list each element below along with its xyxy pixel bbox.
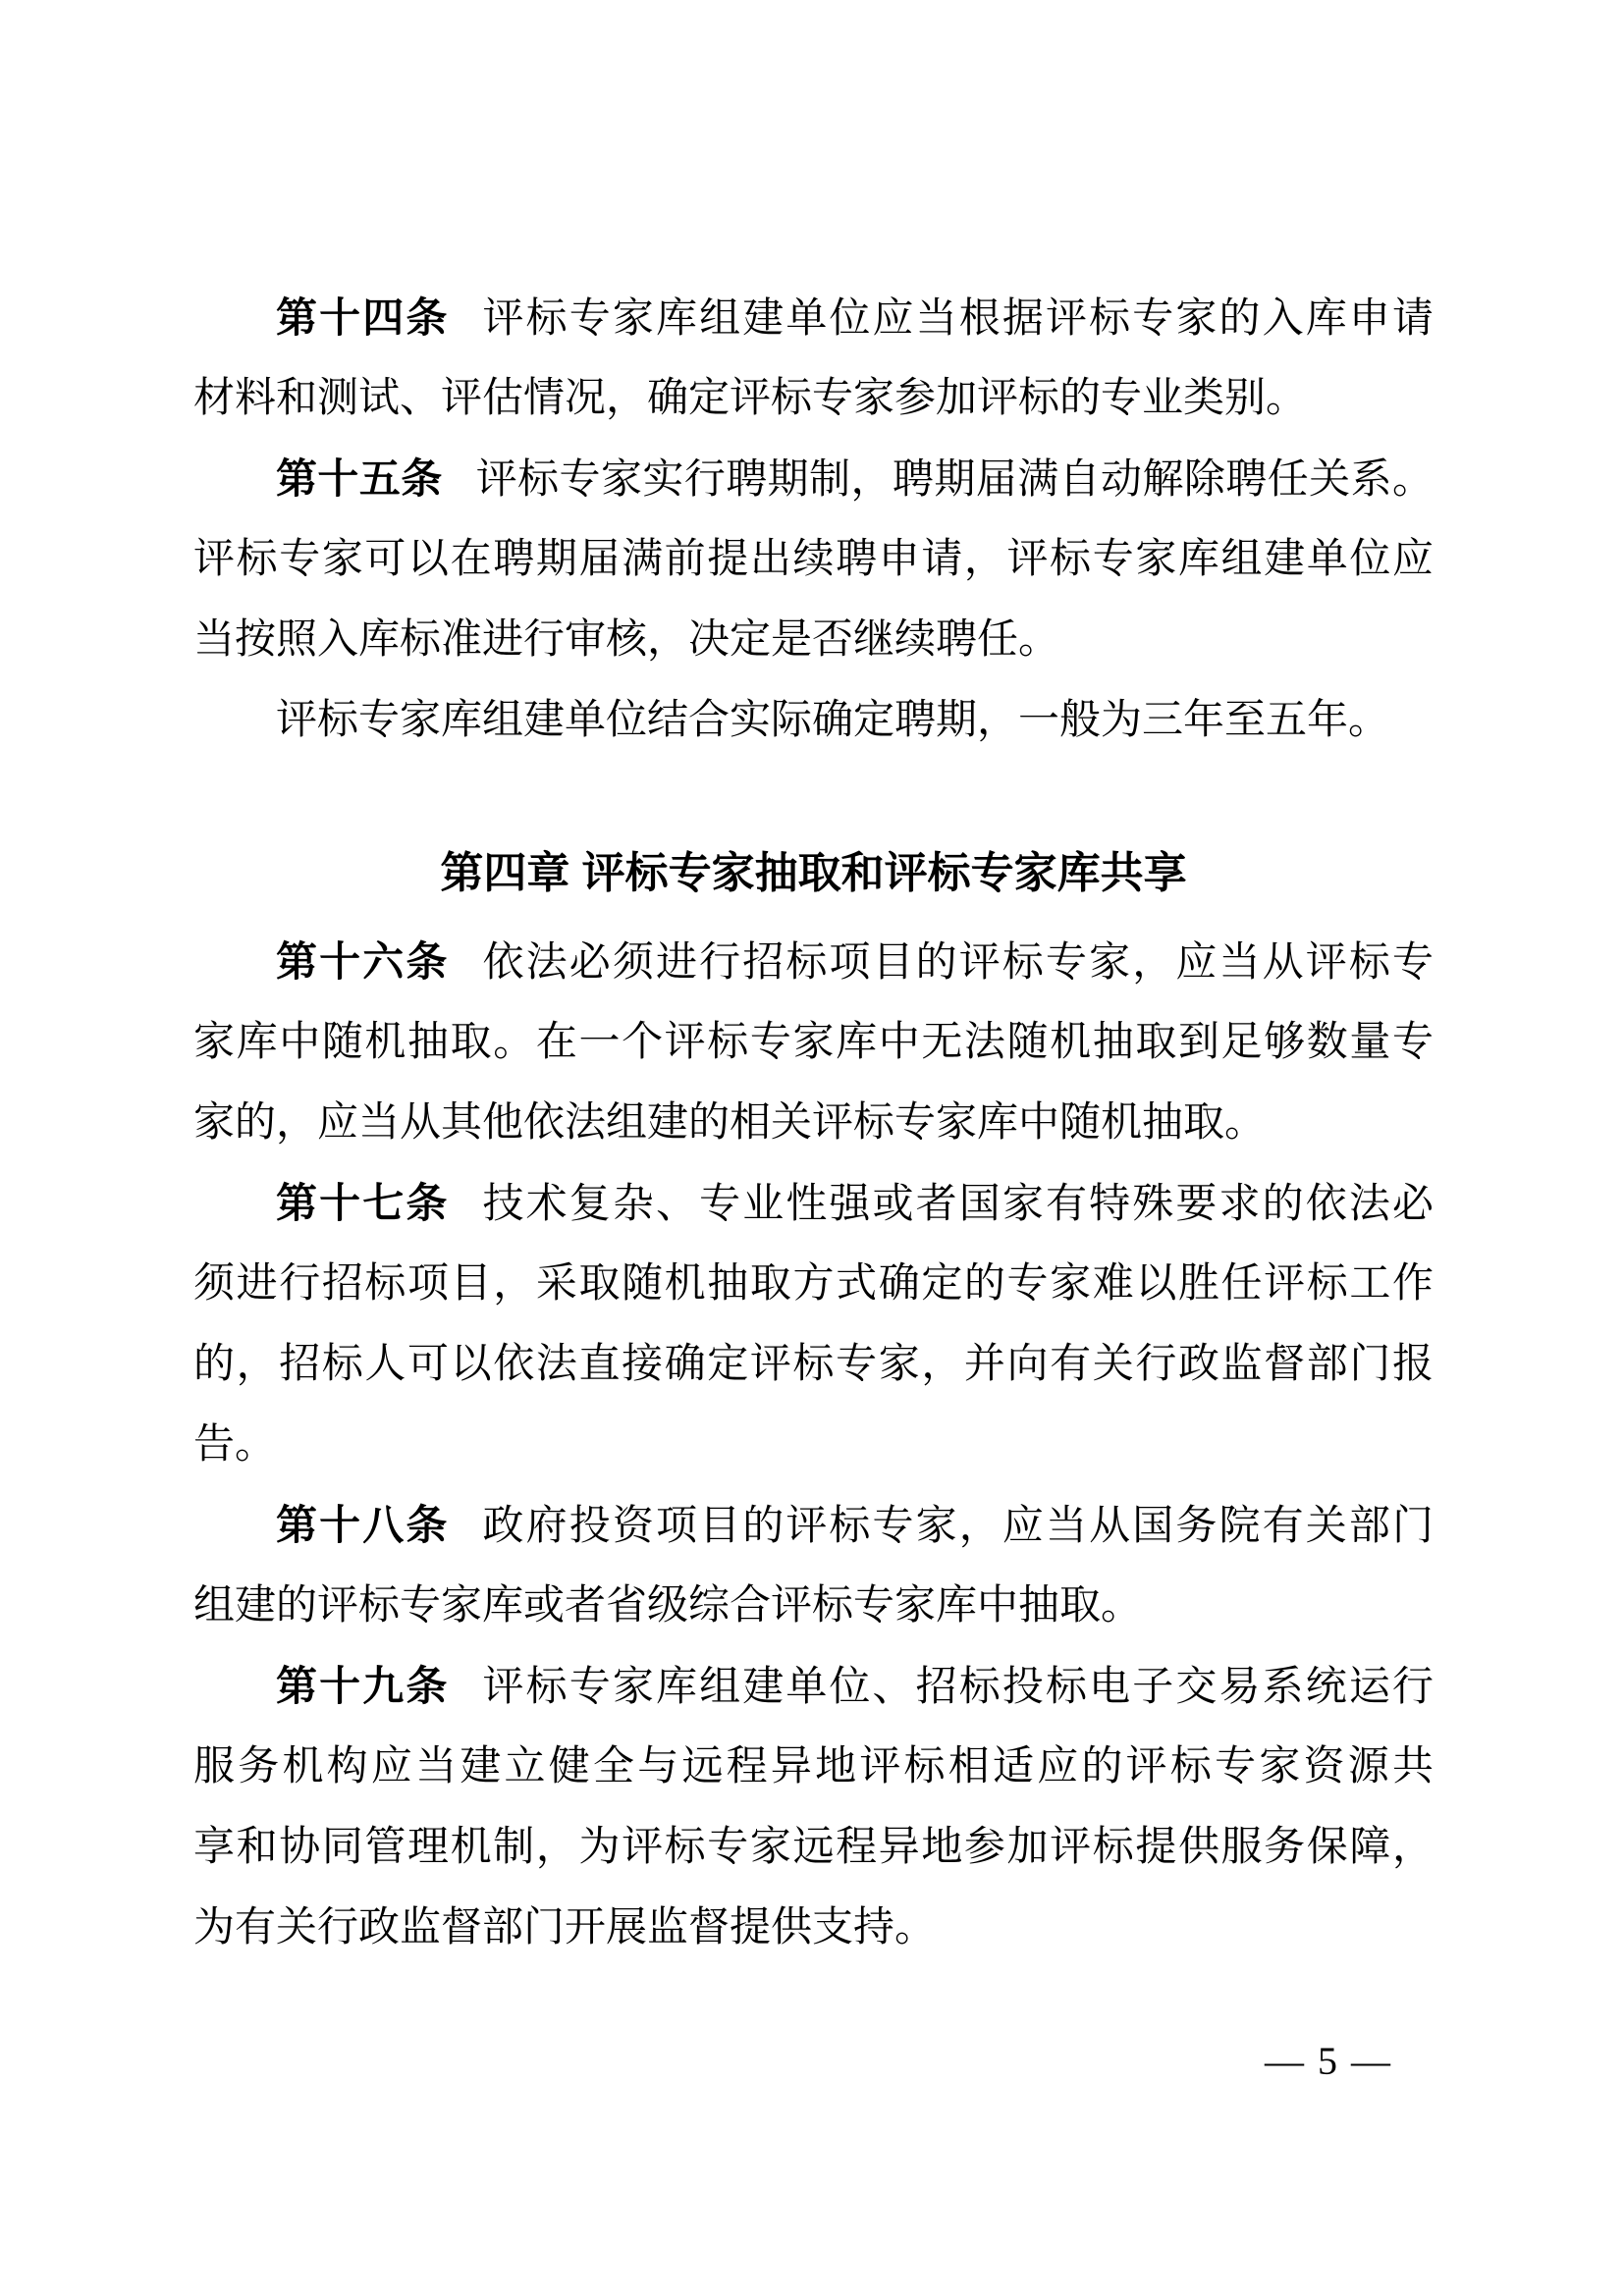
- text-line: [193, 1727, 1434, 1807]
- text-line: [193, 600, 1434, 680]
- line-text: 评标专家库组建单位、招标投标电子交易系统运行: [482, 1665, 1434, 1710]
- line-text: 评标专家可以在聘期届满前提出续聘申请，评标专家库组建单位应: [193, 537, 1434, 582]
- article-number-label: 第十四条: [276, 294, 450, 341]
- line-text: 服务机构应当建立健全与远程异地评标相适应的评标专家资源共: [193, 1744, 1434, 1789]
- line-text: 依法必须进行招标项目的评标专家，应当从评标专: [482, 940, 1434, 986]
- article-paragraph: [193, 1163, 1434, 1485]
- text-line: [193, 1002, 1434, 1083]
- page-number: — 5 —: [1265, 2039, 1392, 2083]
- line-text: 政府投资项目的评标专家，应当从国务院有关部门: [482, 1504, 1434, 1549]
- line-text: 评标专家实行聘期制，聘期届满自动解除聘任关系。: [475, 457, 1434, 503]
- text-line: [193, 1888, 1434, 1968]
- line-text: 家库中随机抽取。在一个评标专家库中无法随机抽取到足够数量专: [193, 1020, 1434, 1065]
- article-paragraph: [193, 1485, 1434, 1646]
- article-paragraph: [193, 1646, 1434, 1968]
- line-text: 评标专家库组建单位结合实际确定聘期，一般为三年至五年。: [276, 698, 1390, 743]
- article-paragraph: [193, 922, 1434, 1163]
- line-text: 评标专家库组建单位应当根据评标专家的入库申请: [482, 296, 1434, 342]
- text-line: [193, 1646, 1434, 1727]
- line-text: 组建的评标专家库或者省级综合评标专家库中抽取。: [193, 1583, 1143, 1629]
- article-number-label: 第十八条: [276, 1502, 450, 1548]
- line-text: 材料和测试、评估情况，确定评标专家参加评标的专业类别。: [193, 376, 1308, 421]
- article-paragraph: [193, 439, 1434, 680]
- chapter-heading: 第四章 评标专家抽取和评标专家库共享: [440, 849, 1187, 897]
- text-line: [193, 1485, 1434, 1566]
- text-line: [193, 680, 1434, 761]
- text-line: [193, 1807, 1434, 1888]
- article-paragraph: [193, 278, 1434, 439]
- line-text: 须进行招标项目，采取随机抽取方式确定的专家难以胜任评标工作: [193, 1261, 1434, 1307]
- text-line: [193, 358, 1434, 439]
- document-body: [193, 278, 1434, 1968]
- text-line: [193, 1405, 1434, 1485]
- line-text: 家的，应当从其他依法组建的相关评标专家库中随机抽取。: [193, 1100, 1267, 1146]
- line-text: 技术复杂、专业性强或者国家有特殊要求的依法必: [482, 1182, 1434, 1227]
- text-line: [193, 1163, 1434, 1244]
- text-line: [193, 1244, 1434, 1324]
- text-line: [193, 278, 1434, 358]
- line-text: 享和协同管理机制，为评标专家远程异地参加评标提供服务保障，: [193, 1825, 1434, 1870]
- article-number-label: 第十七条: [276, 1180, 450, 1226]
- line-text: 告。: [193, 1422, 277, 1468]
- text-line: [193, 1324, 1434, 1405]
- text-line: [193, 439, 1434, 519]
- text-line: [193, 922, 1434, 1002]
- article-number-label: 第十九条: [276, 1663, 450, 1709]
- article-number-label: 第十五条: [276, 455, 443, 502]
- paragraph: [193, 680, 1434, 761]
- text-line: [193, 519, 1434, 600]
- line-text: 为有关行政监督部门开展监督提供支持。: [193, 1905, 937, 1950]
- text-line: [193, 1566, 1434, 1646]
- article-number-label: 第十六条: [276, 938, 450, 985]
- text-line: [193, 1083, 1434, 1163]
- line-text: 的，招标人可以依法直接确定评标专家，并向有关行政监督部门报: [193, 1342, 1434, 1387]
- line-text: 当按照入库标准进行审核，决定是否继续聘任。: [193, 617, 1060, 663]
